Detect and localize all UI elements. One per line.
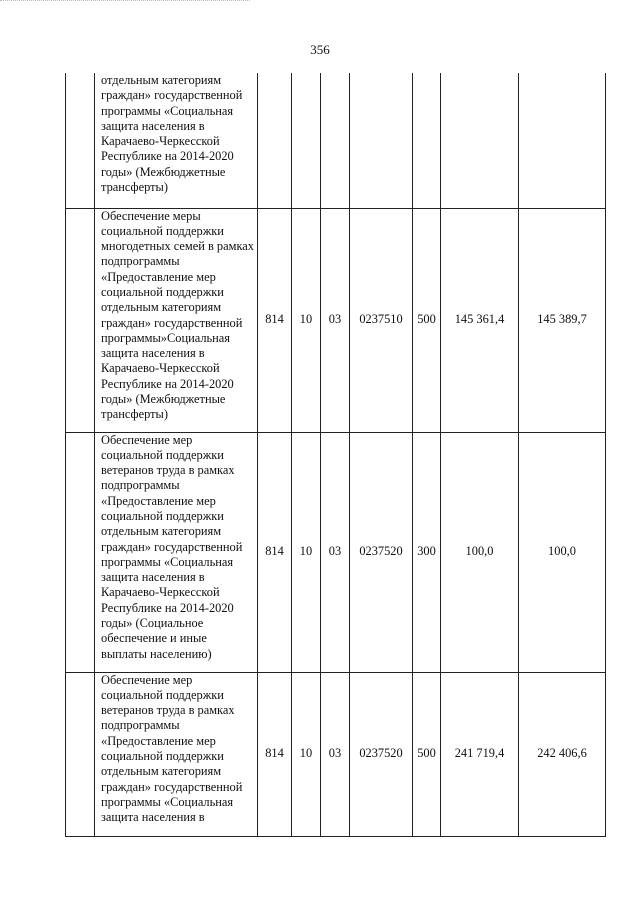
section-cell: 10: [292, 672, 321, 836]
amount-2-cell: 242 406,6: [519, 672, 606, 836]
expense-type-cell: [413, 73, 441, 208]
budget-table: [65, 73, 606, 837]
number-cell: [66, 208, 95, 432]
table-row: [66, 672, 606, 836]
ministry-cell: [258, 73, 292, 208]
expense-type-cell: 500: [413, 672, 441, 836]
amount-2-cell: 145 389,7: [519, 208, 606, 432]
table-row: [66, 208, 606, 432]
subsection-cell: [321, 73, 350, 208]
number-cell: [66, 672, 95, 836]
name-cell: Обеспечение меры социальной поддержки многодетных семей в рамках подпрограммы «Предоставление мер социальной поддержки отдельным категориям граждан» государственной программы»Социальная защита населения в Карачаево-Черкесской Республике на 2014-2020 годы» (Межбюджетные трансферты): [95, 208, 258, 432]
section-cell: 10: [292, 432, 321, 672]
subsection-cell: 03: [321, 672, 350, 836]
target-article-cell: 0237520: [350, 432, 413, 672]
amount-2-cell: [519, 73, 606, 208]
name-cell: Обеспечение мер социальной поддержки ветеранов труда в рамках подпрограммы «Предоставление мер социальной поддержки отдельным категориям граждан» государственной программы «Социальная защита населения в: [95, 672, 258, 836]
page-number: 356: [310, 42, 330, 57]
expense-type-cell: 500: [413, 208, 441, 432]
section-cell: 10: [292, 208, 321, 432]
table-row: [66, 73, 606, 208]
amount-1-cell: 241 719,4: [441, 672, 519, 836]
number-cell: [66, 73, 95, 208]
subsection-cell: 03: [321, 432, 350, 672]
ministry-cell: 814: [258, 672, 292, 836]
budget-table-container: [65, 73, 606, 837]
amount-1-cell: 145 361,4: [441, 208, 519, 432]
ministry-cell: 814: [258, 432, 292, 672]
amount-1-cell: 100,0: [441, 432, 519, 672]
number-cell: [66, 432, 95, 672]
expense-type-cell: 300: [413, 432, 441, 672]
section-cell: [292, 73, 321, 208]
table-row: [66, 432, 606, 672]
ministry-cell: 814: [258, 208, 292, 432]
amount-1-cell: [441, 73, 519, 208]
name-cell: Обеспечение мер социальной поддержки ветеранов труда в рамках подпрограммы «Предоставление мер социальной поддержки отдельным категориям граждан» государственной программы «Социальная защита населения в Карачаево-Черкесской Республике на 2014-2020 годы» (Социальное обеспечение и иные выплаты населению): [95, 432, 258, 672]
target-article-cell: 0237510: [350, 208, 413, 432]
scan-edge-mark: [0, 0, 250, 1]
subsection-cell: 03: [321, 208, 350, 432]
amount-2-cell: 100,0: [519, 432, 606, 672]
target-article-cell: 0237520: [350, 672, 413, 836]
target-article-cell: [350, 73, 413, 208]
name-cell: отдельным категориям граждан» государственной программы «Социальная защита населения в Карачаево-Черкесской Республике на 2014-2020 годы» (Межбюджетные трансферты): [95, 73, 258, 208]
